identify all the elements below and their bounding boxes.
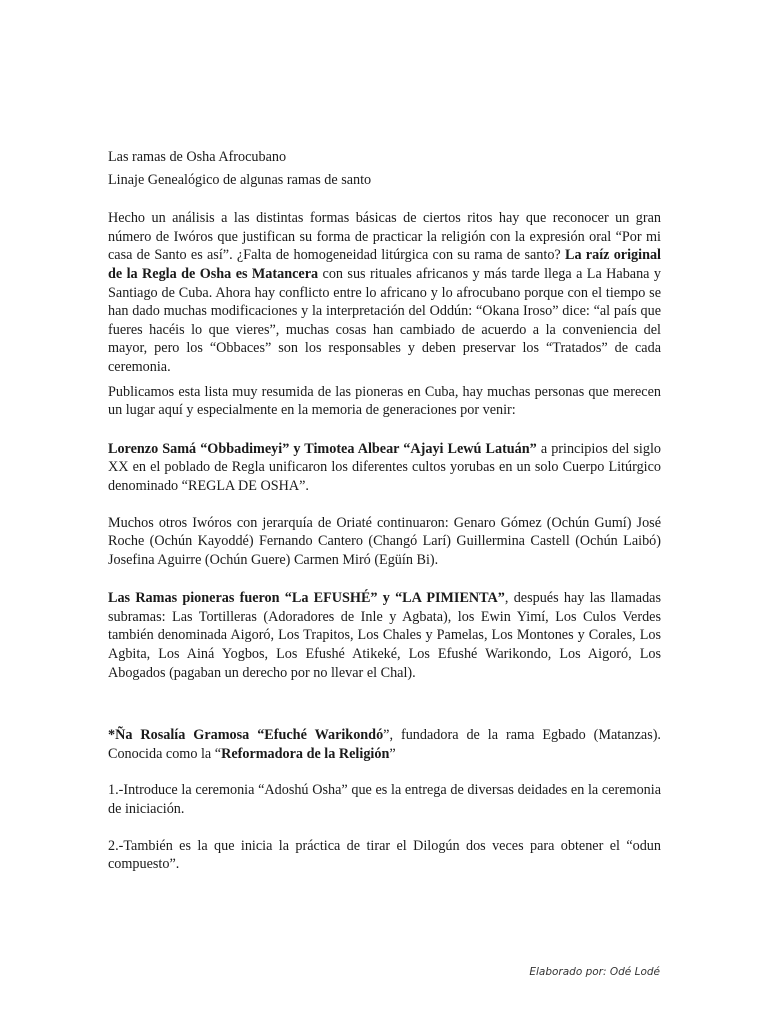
list-item-2: 2.-También es la que inicia la práctica de tirar el Dilogún dos veces para obtener el “odun compuesto”. xyxy=(108,837,661,873)
intro-text-1: Hecho un análisis a las distintas formas básicas de ciertos ritos hay que reconocer un gran número de Iwóros que justifican su forma de practicar la religión con la expresión oral “Por mi casa de Santo es así”. ¿Falta de homogeneidad litúrgica con su rama de santo? xyxy=(108,210,661,264)
rosalia-paragraph xyxy=(108,726,661,763)
list-item-1: 1.-Introduce la ceremonia “Adoshú Osha” que es la entrega de diversas deidades en la ceremonia de iniciación. xyxy=(108,782,661,818)
ramas-paragraph xyxy=(108,589,661,682)
rosalia-bold-title: Reformadora de la Religión xyxy=(221,745,390,762)
intro-paragraph xyxy=(108,209,661,376)
document-body xyxy=(108,148,661,874)
intro-bold-text: La raíz original de la Regla de Osha es Matancera xyxy=(108,247,661,282)
lorenzo-paragraph xyxy=(108,440,661,496)
rosalia-text: ”, fundadora de la rama Egbado (Matanzas). Conocida como la “ xyxy=(108,727,661,762)
lorenzo-text: a principios del siglo XX en el poblado de Regla unificaron los diferentes cultos yorubas en un solo Cuerpo Litúrgico denominado “REGLA DE OSHA”. xyxy=(108,440,661,494)
publicamos-paragraph: Publicamos esta lista muy resumida de las pioneras en Cuba, hay muchas personas que merecen un lugar aquí y especialmente en la memoria de generaciones por venir: xyxy=(108,383,661,419)
footer-credit: Elaborado por: Odé Lodé xyxy=(529,966,660,978)
rosalia-text-end: ” xyxy=(389,745,396,762)
ramas-bold-text: Las Ramas pioneras fueron “La EFUSHÉ” y “LA PIMIENTA” xyxy=(108,590,505,607)
lorenzo-bold-text: Lorenzo Samá “Obbadimeyi” y Timotea Albear “Ajayi Lewú Latuán” xyxy=(108,440,537,457)
document-title: Las ramas de Osha Afrocubano xyxy=(108,149,287,165)
intro-text-2: con sus rituales africanos y más tarde llega a La Habana y Santiago de Cuba. Ahora hay conflicto entre lo africano y lo afrocubano porque con el tiempo se han dado muchas modificaciones y la interpretación del Oddún: “Okana Iroso” dice: “al país que fueres hacéis lo que vieres”, muchas cosas han cambiado de acuerdo a la conveniencia del mayor, pero los “Obbaces” son los responsables y deben preservar los “Tratados” de cada ceremonia. xyxy=(108,265,661,375)
document-subtitle: Linaje Genealógico de algunas ramas de santo xyxy=(108,171,372,188)
rosalia-bold-name: *Ña Rosalía Gramosa “Efuché Warikondó xyxy=(108,727,384,744)
ramas-text: , después hay las llamadas subramas: Las Tortilleras (Adoradores de Inle y Agbata), los Ewin Yimí, Los Culos Verdes también denominada Aigoró, Los Trapitos, Los Chales y Pamelas, Los Montones y Corales, Los Agbita, Los Ainá Yogbos, Los Efushé Atikeké, Los Efushé Warikondo, Los Aigoró, Los Abogados (pagaban un derecho por no llevar el Chal). xyxy=(108,590,661,681)
muchos-paragraph: Muchos otros Iwóros con jerarquía de Oriaté continuaron: Genaro Gómez (Ochún Gumí) José Roche (Ochún Kayoddé) Fernando Cantero (Changó Larí) Guillermina Castell (Ochún Laibó) Josefina Aguirre (Ochún Guere) Carmen Miró (Egüín Bi). xyxy=(108,514,661,568)
